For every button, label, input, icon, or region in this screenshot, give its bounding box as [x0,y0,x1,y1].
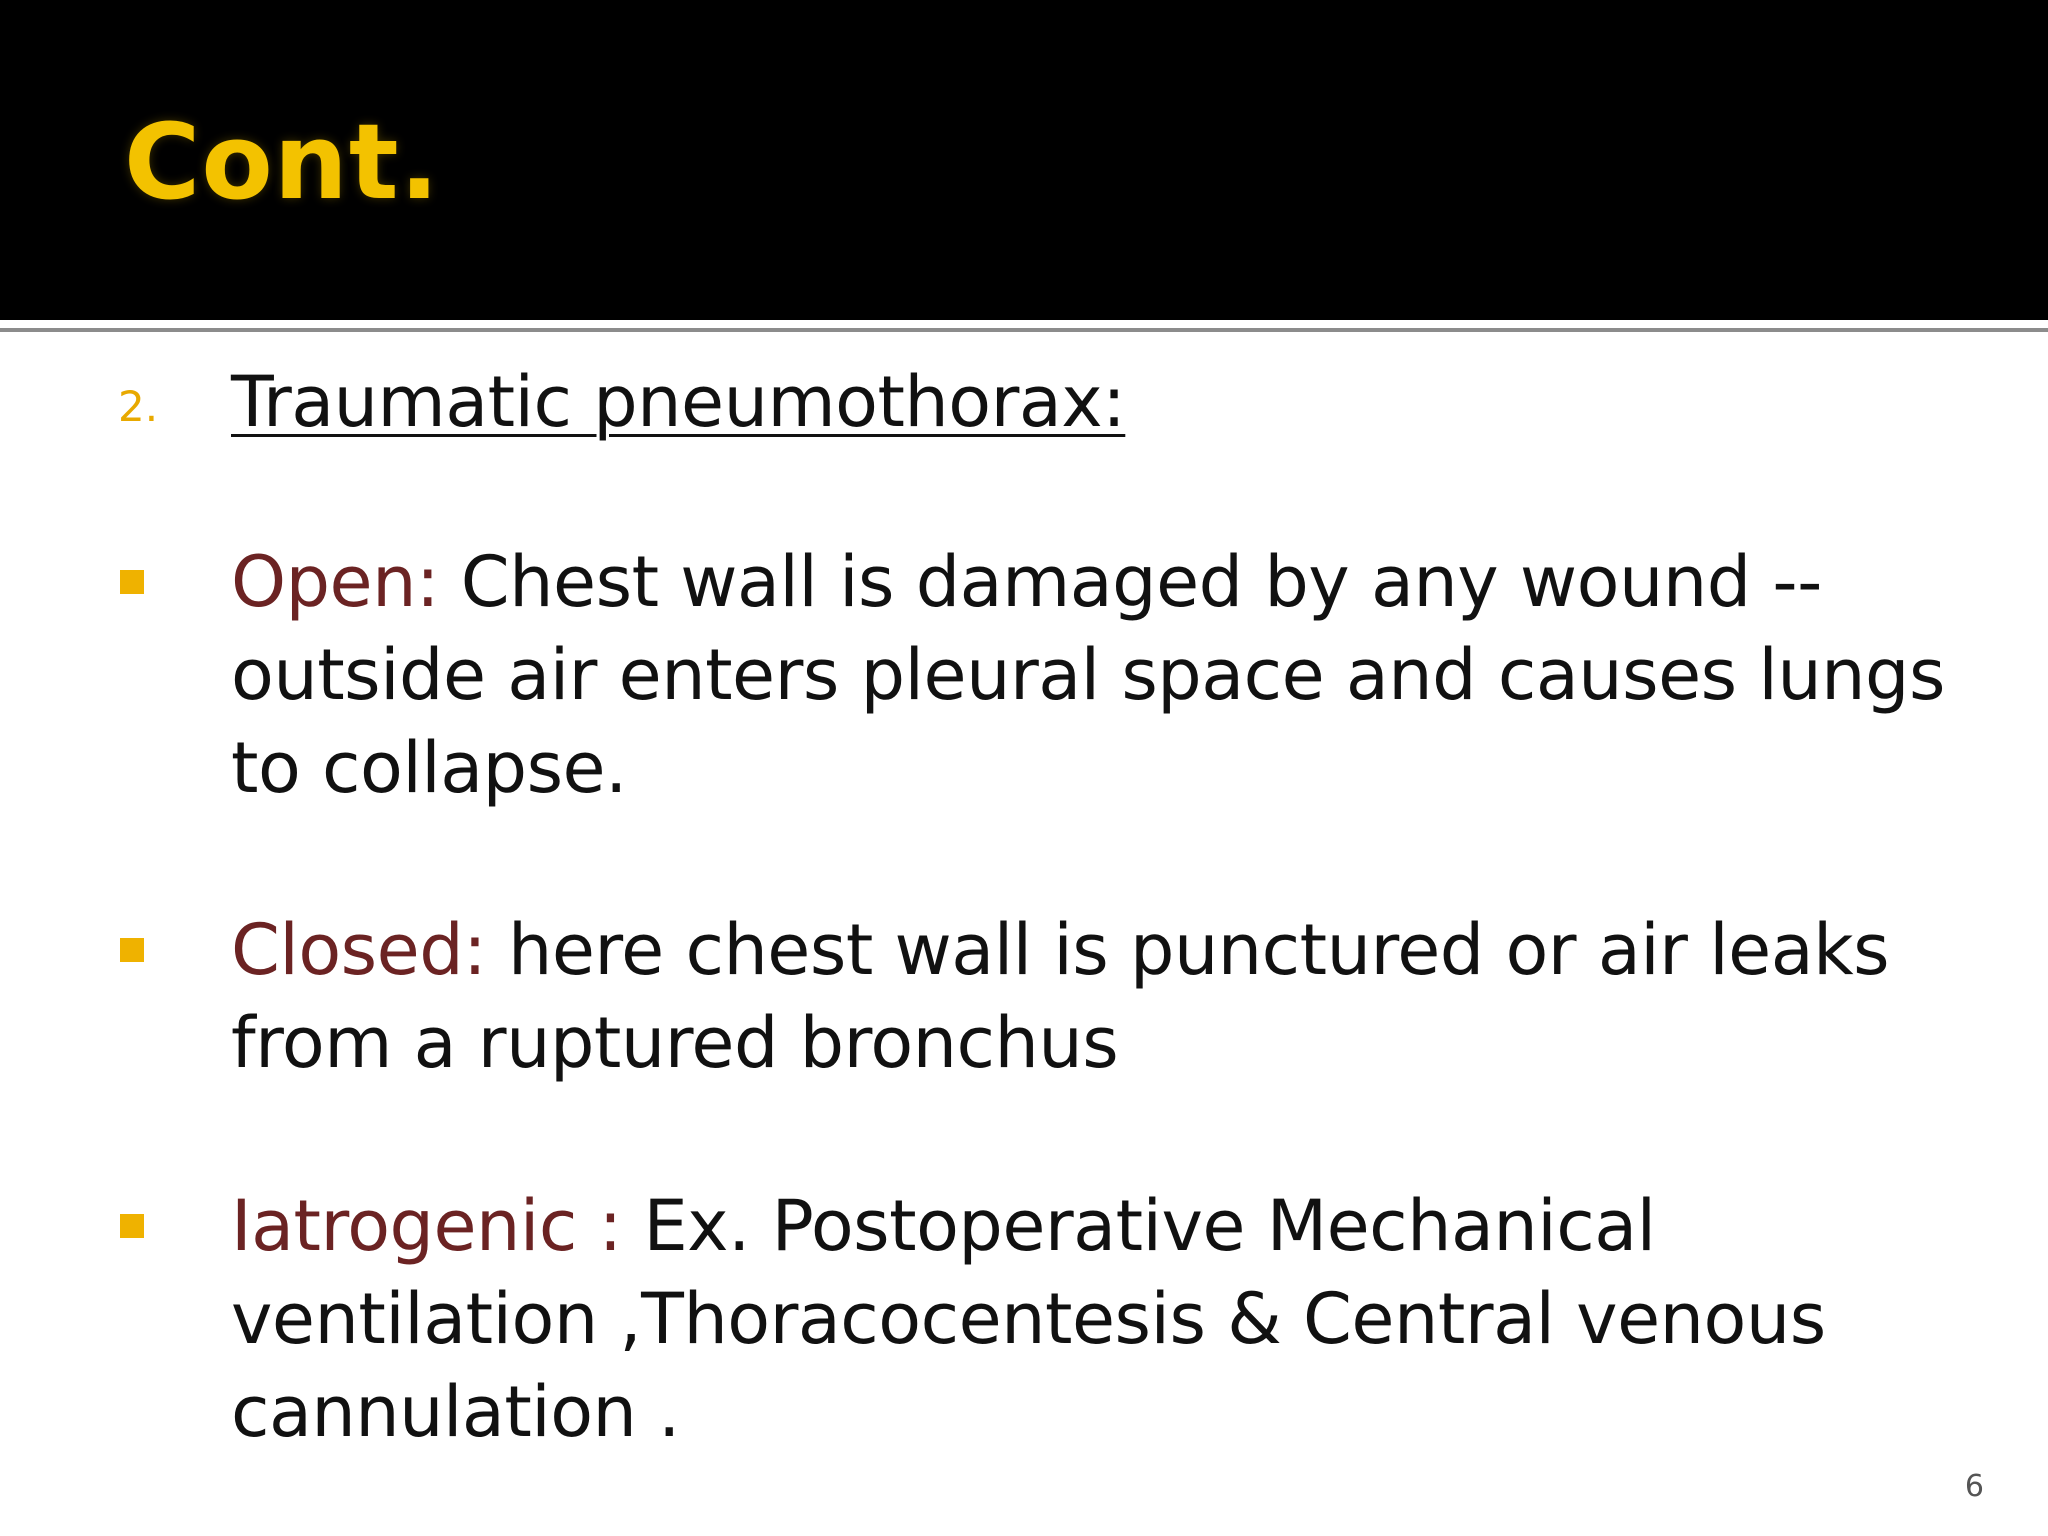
bullet-text [231,904,1951,1090]
bullet-term: Open: [231,541,440,623]
slide-number: 6 [1964,1469,1984,1504]
bullet-description: Chest wall is damaged by any wound -- outside air enters pleural space and causes lungs to collapse. [231,541,1945,809]
bullet-term: Iatrogenic : [231,1185,622,1267]
square-bullet-icon [120,938,144,962]
bullet-description: here chest wall is punctured or air leaks from a ruptured bronchus [231,909,1890,1084]
section-heading: Traumatic pneumothorax: [231,361,1126,443]
square-bullet-icon [120,570,144,594]
slide-title: Cont. [124,101,441,223]
square-bullet-icon [120,1214,144,1238]
bullet-text [231,536,1951,815]
list-number: 2. [118,382,159,431]
bullet-term: Closed: [231,909,487,991]
bullet-description: Ex. Postoperative Mechanical ventilation ,Thoracocentesis & Central venous cannulation . [231,1185,1826,1453]
bullet-text [231,1180,1951,1459]
